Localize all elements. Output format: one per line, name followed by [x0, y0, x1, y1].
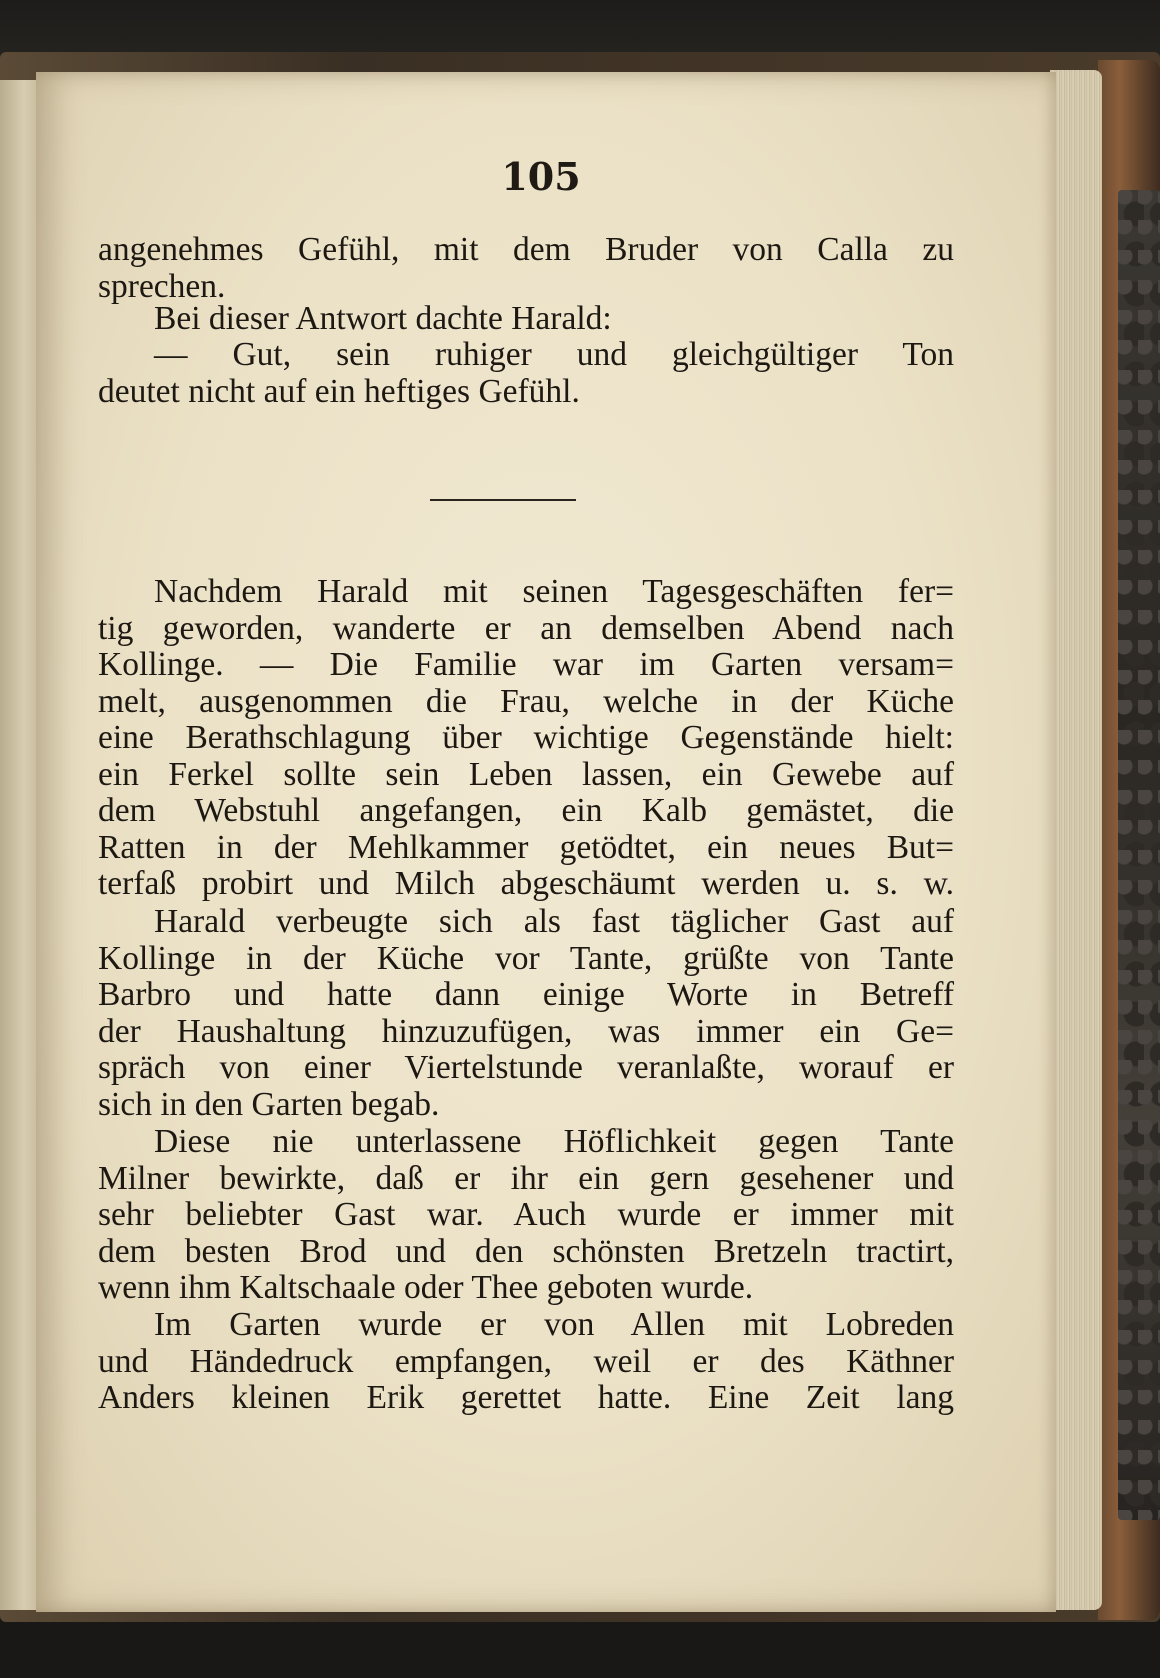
text-line: Kollinge in der Küche vor Tante, grüßte von Tante — [98, 939, 954, 977]
paragraph-5 — [98, 904, 954, 1123]
left-page-edge — [0, 80, 40, 1610]
text-line: Anders kleinen Erik gerettet hatte. Eine Zeit lang — [98, 1379, 954, 1416]
text-line: sprechen. — [98, 267, 226, 305]
text-line: eine Berathschlagung über wichtige Gegenstände hielt: — [98, 719, 954, 756]
text-line: sich in den Garten begab. — [98, 1085, 440, 1123]
text-line: Bei dieser Antwort dachte Harald: — [154, 300, 612, 337]
text-line: melt, ausgenommen die Frau, welche in der Küche — [98, 682, 954, 720]
text-line: sehr beliebter Gast war. Auch wurde er immer mit — [98, 1196, 954, 1233]
text-line: Kollinge. — Die Familie war im Garten versam= — [98, 646, 954, 683]
text-line: deutet nicht auf ein heftiges Gefühl. — [98, 372, 580, 410]
text-line: und Händedruck empfangen, weil er des Käthner — [98, 1342, 954, 1380]
text-line: — Gut, sein ruhiger und gleichgültiger Ton — [154, 336, 954, 373]
text-line: Milner bewirkte, daß er ihr ein gern gesehener und — [98, 1159, 954, 1197]
text-line: dem besten Brod und den schönsten Bretzeln tractirt, — [98, 1232, 954, 1270]
text-line: wenn ihm Kaltschaale oder Thee geboten wurde. — [98, 1269, 754, 1306]
text-line: Im Garten wurde er von Allen mit Lobreden — [154, 1306, 954, 1343]
book-page — [36, 72, 1056, 1612]
paragraph-3 — [98, 337, 954, 410]
text-line: der Haushaltung hinzuzufügen, was immer ein Ge= — [98, 1012, 954, 1050]
marbled-cover-edge — [1118, 190, 1160, 1520]
page-number: 105 — [501, 154, 581, 199]
paragraph-7 — [98, 1307, 954, 1417]
text-line: dem Webstuhl angefangen, ein Kalb gemästet, die — [98, 792, 954, 829]
paragraph-1 — [98, 232, 954, 305]
text-line: tig geworden, wanderte er an demselben Abend nach — [98, 609, 954, 647]
text-line: Nachdem Harald mit seinen Tagesgeschäften fer= — [154, 573, 954, 610]
page-stack-edges — [1050, 70, 1102, 1610]
paragraph-6 — [98, 1124, 954, 1307]
text-line: angenehmes Gefühl, mit dem Bruder von Calla zu — [98, 231, 954, 268]
text-line: Harald verbeugte sich als fast täglicher Gast auf — [154, 903, 954, 940]
text-line: Ratten in der Mehlkammer getödtet, ein neues But= — [98, 828, 954, 866]
text-line: Barbro und hatte dann einige Worte in Betreff — [98, 976, 954, 1013]
paragraph-4 — [98, 574, 954, 903]
text-line: ein Ferkel sollte sein Leben lassen, ein Gewebe auf — [98, 755, 954, 793]
text-line: spräch von einer Viertelstunde veranlaßte, worauf er — [98, 1049, 954, 1086]
text-line: terfaß probirt und Milch abgeschäumt werden u. s. w. — [98, 865, 954, 902]
text-line: Diese nie unterlassene Höflichkeit gegen Tante — [154, 1123, 954, 1160]
paragraph-2 — [98, 301, 954, 338]
section-separator — [430, 499, 576, 501]
